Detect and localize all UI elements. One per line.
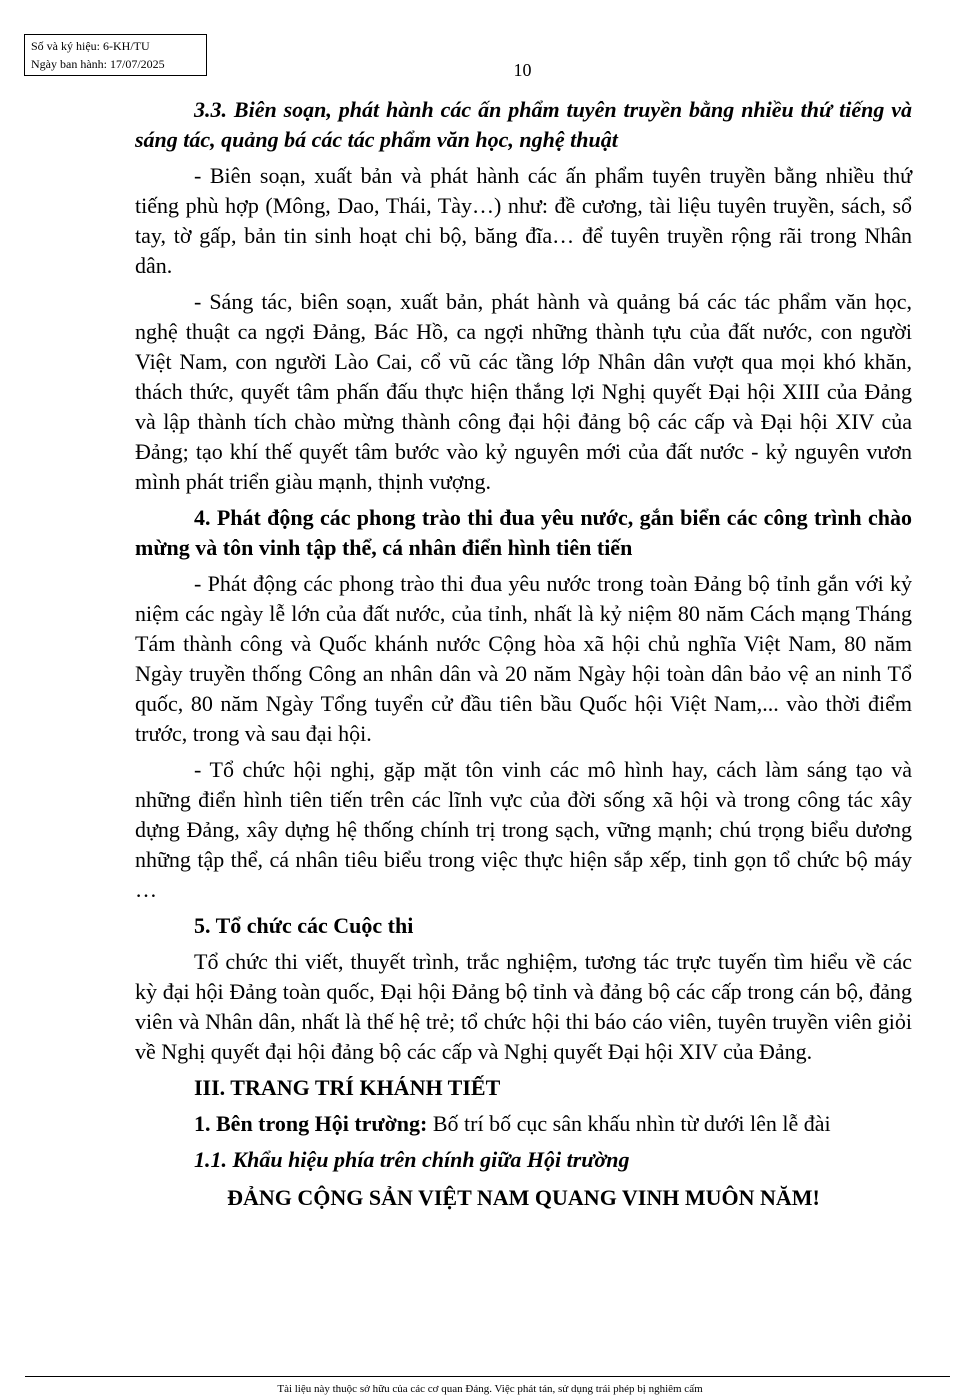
footer-divider bbox=[25, 1376, 950, 1377]
document-number: Số và ký hiệu: 6-KH/TU bbox=[31, 39, 150, 53]
heading-1-text: Bố trí bố cục sân khấu nhìn từ dưới lên lễ đài bbox=[427, 1111, 831, 1136]
heading-3-3: 3.3. Biên soạn, phát hành các ấn phẩm tuyên truyền bằng nhiều thứ tiếng và sáng tác, quảng bá các tác phẩm văn học, nghệ thuật bbox=[135, 97, 912, 152]
heading-1-label: 1. Bên trong Hội trường: bbox=[194, 1111, 428, 1136]
paragraph-4-b: - Tổ chức hội nghị, gặp mặt tôn vinh các mô hình hay, cách làm sáng tạo và những điển hình tiên tiến trên các lĩnh vực của đời sống xã hội và trong công tác xây dựng Đảng, xây dựng hệ thống chính trị trong sạch, vững mạnh; chú trọng biểu dương những tập thể, cá nhân tiêu biểu trong việc thực hiện sắp xếp, tinh gọn tổ chức bộ máy … bbox=[135, 757, 912, 902]
heading-III: III. TRANG TRÍ KHÁNH TIẾT bbox=[194, 1075, 501, 1100]
paragraph-4-a: - Phát động các phong trào thi đua yêu nước trong toàn Đảng bộ tỉnh gắn với kỷ niệm các ngày lễ lớn của đất nước, của tỉnh, nhất là kỷ niệm 80 năm Cách mạng Tháng Tám thành công và Quốc khánh nước Cộng hòa xã hội chủ nghĩa Việt Nam, 80 năm Ngày truyền thống Công an nhân dân và 20 năm Ngày hội toàn dân bảo vệ an ninh Tổ quốc, 80 năm Ngày Tổng tuyển cử đầu tiên bầu Quốc hội Việt Nam,... vào thời điểm trước, trong và sau đại hội. bbox=[135, 571, 912, 746]
issue-date: Ngày ban hành: 17/07/2025 bbox=[31, 57, 165, 71]
paragraph-3-3-b: - Sáng tác, biên soạn, xuất bản, phát hành và quảng bá các tác phẩm văn học, nghệ thuật ca ngợi Đảng, Bác Hồ, ca ngợi những thành tựu của đất nước, con người Việt Nam, con người Lào Cai, cổ vũ các tầng lớp Nhân dân vượt qua mọi khó khăn, thách thức, quyết tâm phấn đấu thực hiện thắng lợi Nghị quyết Đại hội XIII của Đảng và lập thành tích chào mừng thành công đại hội đảng bộ các cấp và Đại hội XIV của Đảng; tạo khí thế quyết tâm bước vào kỷ nguyên mới của đất nước - kỷ nguyên vươn mình phát triển giàu mạnh, thịnh vượng. bbox=[135, 289, 912, 494]
slogan: ĐẢNG CỘNG SẢN VIỆT NAM QUANG VINH MUÔN NĂM! bbox=[227, 1185, 820, 1210]
heading-4: 4. Phát động các phong trào thi đua yêu nước, gắn biển các công trình chào mừng và tôn vinh tập thể, cá nhân điển hình tiên tiến bbox=[135, 505, 912, 560]
page-number: 10 bbox=[513, 60, 532, 80]
heading-5: 5. Tổ chức các Cuộc thi bbox=[194, 913, 414, 938]
paragraph-3-3-a: - Biên soạn, xuất bản và phát hành các ấn phẩm tuyên truyền bằng nhiều thứ tiếng phù hợp (Mông, Dao, Thái, Tày…) như: đề cương, tài liệu tuyên truyền, sách, sổ tay, tờ gấp, bản tin sinh hoạt chi bộ, băng đĩa… để tuyên truyền rộng rãi trong Nhân dân. bbox=[135, 163, 912, 278]
heading-1-1: 1.1. Khẩu hiệu phía trên chính giữa Hội trường bbox=[194, 1147, 630, 1172]
heading-1-inside-hall bbox=[135, 1109, 912, 1139]
footer-notice: Tài liệu này thuộc sở hữu của các cơ quan Đảng. Việc phát tán, sử dụng trái phép bị nghiêm cấm bbox=[277, 1383, 703, 1395]
document-body bbox=[135, 95, 912, 1213]
paragraph-5: Tổ chức thi viết, thuyết trình, trắc nghiệm, tương tác trực tuyến tìm hiểu về các kỳ đại hội Đảng toàn quốc, Đại hội Đảng bộ tỉnh và đảng bộ các cấp trong cán bộ, đảng viên và Nhân dân, nhất là thế hệ trẻ; tổ chức hội thi báo cáo viên, tuyên truyền viên giỏi về Nghị quyết đại hội đảng bộ các cấp và Nghị quyết Đại hội XIV của Đảng. bbox=[135, 949, 912, 1064]
